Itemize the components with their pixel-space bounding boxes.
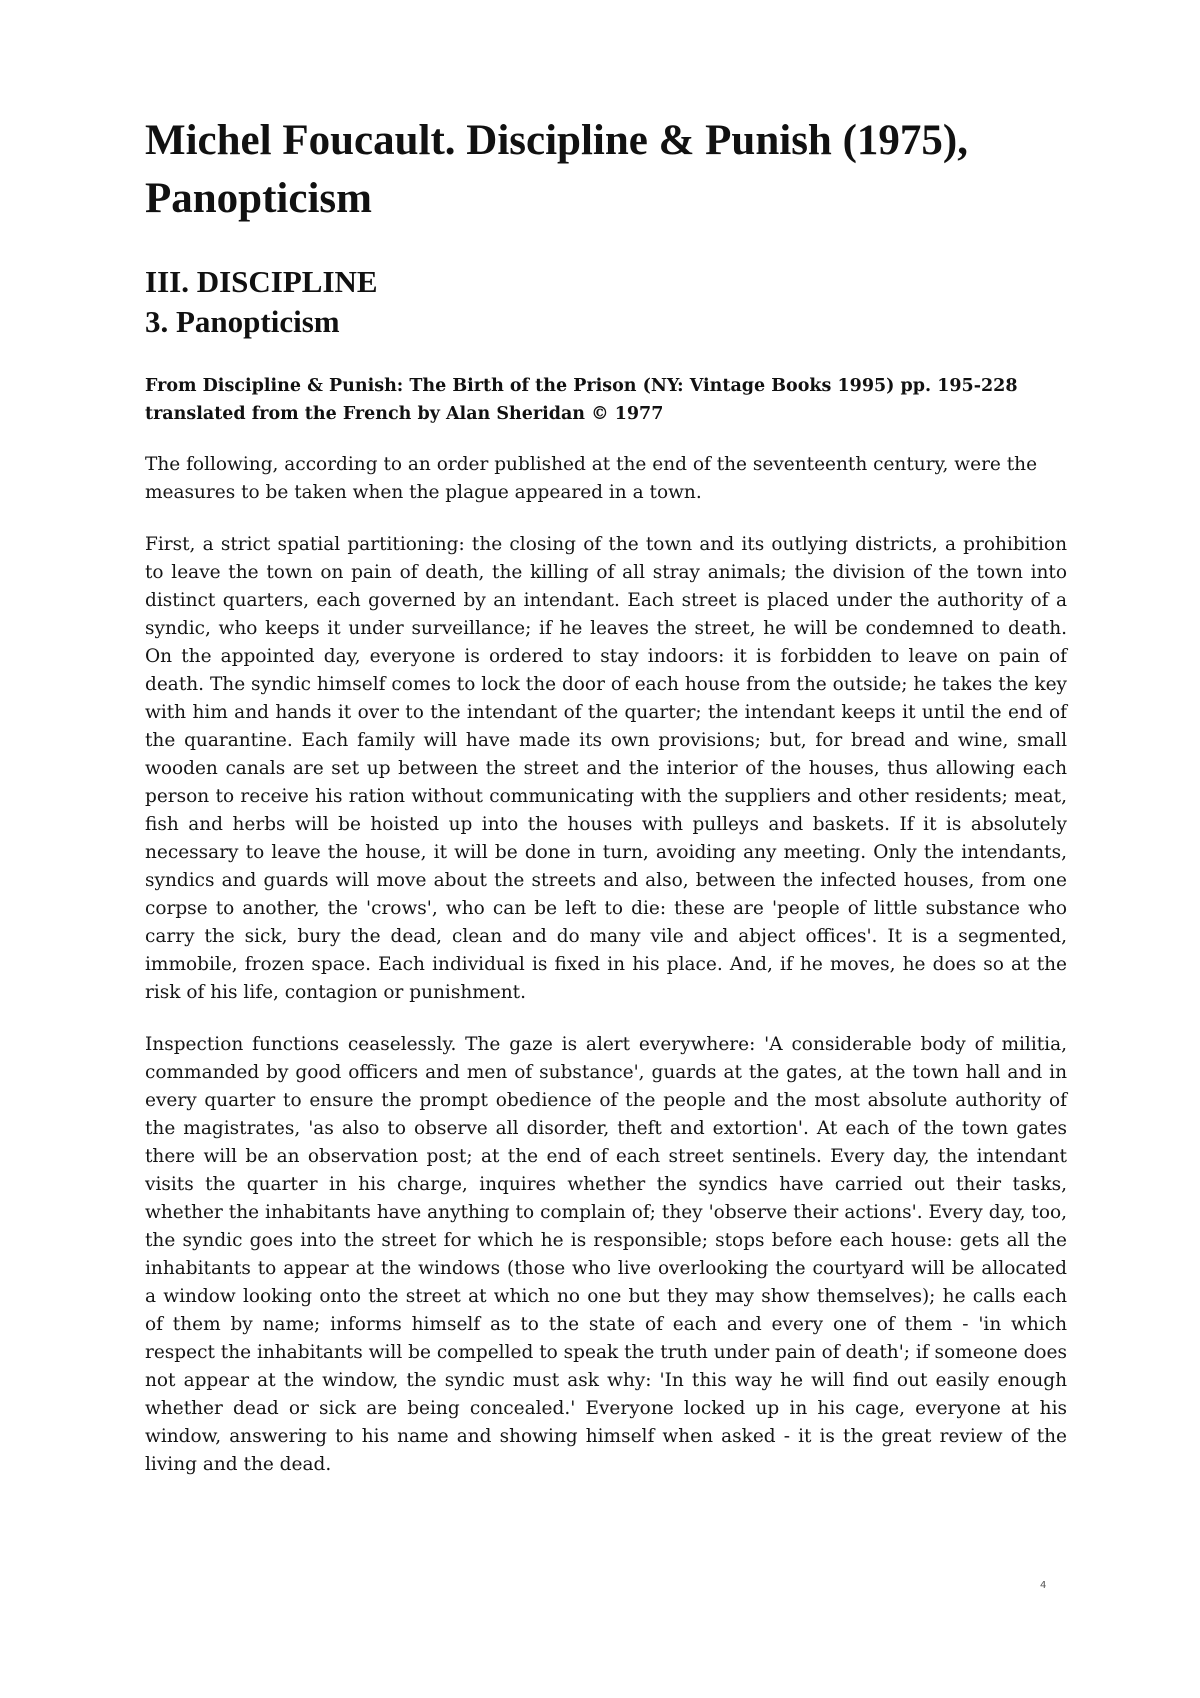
document-title: Michel Foucault. Discipline & Punish (1975), Panopticism xyxy=(145,117,968,222)
source-citation: From Discipline & Punish: The Birth of the Prison (NY: Vintage Books 1995) pp. 195-228 translated from the French by Alan Sheridan © 1977 xyxy=(145,376,1018,424)
paragraph-inspection: Inspection functions ceaselessly. The gaze is alert everywhere: 'A considerable body of militia, commanded by good officers and men of substance', guards at the gates, at the town hall and in every quarter to ensure the prompt obedience of the people and the most absolute authority of the magistrates, 'as also to observe all disorder, theft and extortion'. At each of the town gates there will be an observation post; at the end of each street sentinels. Every day, the intendant visits the quarter in his charge, inquires whether the syndics have carried out their tasks, whether the inhabitants have anything to complain of; they 'observe their actions'. Every day, too, the syndic goes into the street for which he is responsible; stops before each house: gets all the inhabitants to appear at the windows (those who live overlooking the courtyard will be allocated a window looking onto the street at which no one but they may show themselves); he calls each of them by name; informs himself as to the state of each and every one of them - 'in which respect the inhabitants will be compelled to speak the truth under pain of death'; if someone does not appear at the window, the syndic must ask why: 'In this way he will find out easily enough whether dead or sick are being concealed.' Everyone locked up in his cage, everyone at his window, answering to his name and showing himself when asked - it is the great review of the living and the dead. xyxy=(145,1034,1067,1475)
paragraph-spatial-partitioning: First, a strict spatial partitioning: the closing of the town and its outlying districts, a prohibition to leave the town on pain of death, the killing of all stray animals; the division of the town into distinct quarters, each governed by an intendant. Each street is placed under the authority of a syndic, who keeps it under surveillance; if he leaves the street, he will be condemned to death. On the appointed day, everyone is ordered to stay indoors: it is forbidden to leave on pain of death. The syndic himself comes to lock the door of each house from the outside; he takes the key with him and hands it over to the intendant of the quarter; the intendant keeps it until the end of the quarantine. Each family will have made its own provisions; but, for bread and wine, small wooden canals are set up between the street and the interior of the houses, thus allowing each person to receive his ration without communicating with the suppliers and other residents; meat, fish and herbs will be hoisted up into the houses with pulleys and baskets. If it is absolutely necessary to leave the house, it will be done in turn, avoiding any meeting. Only the intendants, syndics and guards will move about the streets and also, between the infected houses, from one corpse to another, the 'crows', who can be left to die: these are 'people of little substance who carry the sick, bury the dead, clean and do many vile and abject offices'. It is a segmented, immobile, frozen space. Each individual is fixed in his place. And, if he moves, he does so at the risk of his life, contagion or punishment. xyxy=(145,534,1067,1003)
page-number: 4 xyxy=(1040,1580,1047,1591)
paragraph-intro: The following, according to an order published at the end of the seventeenth century, were the measures to be taken when the plague appeared in a town. xyxy=(145,454,1038,503)
part-heading: III. DISCIPLINE xyxy=(145,264,378,299)
document-content xyxy=(145,112,1067,1479)
chapter-heading: 3. Panopticism xyxy=(145,304,340,339)
